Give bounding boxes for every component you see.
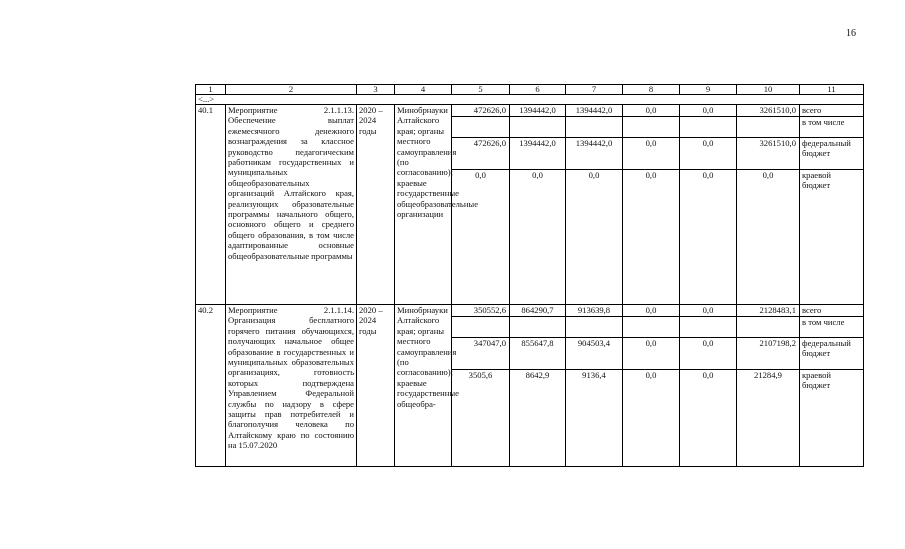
- header-row: [196, 85, 864, 95]
- cell-c10: 21284,9: [737, 370, 800, 467]
- header-cell: 2: [226, 85, 357, 95]
- cell-c5: 472626,0: [452, 105, 510, 117]
- cell-c10: 2107198,2: [737, 338, 800, 370]
- header-cell: 7: [566, 85, 623, 95]
- row-executors: Минобрнауки Алтайского края; органы местного самоуправления (по согласованию); краевые государственные общеобразовательные организации: [395, 105, 452, 305]
- cell-c10: 0,0: [737, 170, 800, 305]
- cell-c10: 3261510,0: [737, 105, 800, 117]
- row-id: 40.1: [196, 105, 226, 305]
- cell-c10: 2128483,1: [737, 305, 800, 317]
- cell-c9: 0,0: [680, 138, 737, 170]
- header-cell: 9: [680, 85, 737, 95]
- header-cell: 11: [800, 85, 864, 95]
- cell-c9: 0,0: [680, 370, 737, 467]
- cell-c5: 472626,0: [452, 138, 510, 170]
- cell-c7: [566, 317, 623, 338]
- cell-c6: 864290,7: [510, 305, 566, 317]
- header-cell: 4: [395, 85, 452, 95]
- cell-c11: федеральный бюджет: [800, 138, 864, 170]
- cell-c9: [680, 117, 737, 138]
- header-cell: 10: [737, 85, 800, 95]
- continuation-row: [196, 95, 864, 105]
- cell-c9: 0,0: [680, 170, 737, 305]
- cell-c11: в том числе: [800, 117, 864, 138]
- cell-c5: 3505,6: [452, 370, 510, 467]
- table-row: [196, 105, 864, 117]
- cell-c10: [737, 117, 800, 138]
- cell-c10: [737, 317, 800, 338]
- cell-c8: 0,0: [623, 305, 680, 317]
- cell-c11: всего: [800, 105, 864, 117]
- cell-c11: всего: [800, 305, 864, 317]
- cell-c6: 0,0: [510, 170, 566, 305]
- cell-c5: [452, 117, 510, 138]
- continuation-mark: <...>: [196, 95, 864, 105]
- cell-c5: 347047,0: [452, 338, 510, 370]
- cell-c11: в том числе: [800, 317, 864, 338]
- cell-c8: [623, 117, 680, 138]
- header-cell: 8: [623, 85, 680, 95]
- header-cell: 3: [357, 85, 395, 95]
- cell-c7: 913639,8: [566, 305, 623, 317]
- cell-c6: 8642,9: [510, 370, 566, 467]
- cell-c7: 1394442,0: [566, 105, 623, 117]
- cell-c7: 0,0: [566, 170, 623, 305]
- cell-c8: 0,0: [623, 338, 680, 370]
- cell-c9: 0,0: [680, 105, 737, 117]
- cell-c6: [510, 317, 566, 338]
- cell-c5: 0,0: [452, 170, 510, 305]
- cell-c8: 0,0: [623, 138, 680, 170]
- cell-c11: федеральный бюджет: [800, 338, 864, 370]
- cell-c6: 855647,8: [510, 338, 566, 370]
- row-description: Мероприятие 2.1.1.13. Обеспечение выплат ежемесячного денежного вознаграждения за классное руководство педагогическим работникам государственных и муниципальных общеобразовательных организаций Алтайского края, реализующих образовательные программы начального общего, основного общего и среднего общего образования, в том числе адаптированные основные общеобразовательные программы: [226, 105, 357, 305]
- cell-c11: краевой бюджет: [800, 370, 864, 467]
- cell-c6: [510, 117, 566, 138]
- row-executors: Минобрнауки Алтайского края; органы местного самоуправления (по согласованию); краевые государственные общеобра-: [395, 305, 452, 467]
- header-cell: 1: [196, 85, 226, 95]
- cell-c8: 0,0: [623, 105, 680, 117]
- cell-c11: краевой бюджет: [800, 170, 864, 305]
- cell-c6: 1394442,0: [510, 138, 566, 170]
- cell-c8: 0,0: [623, 370, 680, 467]
- cell-c8: 0,0: [623, 170, 680, 305]
- row-id: 40.2: [196, 305, 226, 467]
- row-description: Мероприятие 2.1.1.14. Организация бесплатного горячего питания обучающихся, получающих начальное общее образование в государственных и муниципальных образовательных организациях, готовность которых подтверждена Управлением Федеральной службы по надзору в сфере защиты прав потребителей и благополучия человека по Алтайскому краю по состоянию на 15.07.2020: [226, 305, 357, 467]
- cell-c7: 1394442,0: [566, 138, 623, 170]
- cell-c7: 9136,4: [566, 370, 623, 467]
- cell-c8: [623, 317, 680, 338]
- cell-c5: [452, 317, 510, 338]
- cell-c10: 3261510,0: [737, 138, 800, 170]
- program-table: [195, 84, 864, 467]
- header-cell: 5: [452, 85, 510, 95]
- cell-c6: 1394442,0: [510, 105, 566, 117]
- page-number: 16: [846, 28, 856, 39]
- cell-c9: 0,0: [680, 338, 737, 370]
- cell-c9: 0,0: [680, 305, 737, 317]
- cell-c9: [680, 317, 737, 338]
- row-period: 2020 – 2024 годы: [357, 305, 395, 467]
- cell-c7: 904503,4: [566, 338, 623, 370]
- table-row: [196, 305, 864, 317]
- cell-c7: [566, 117, 623, 138]
- row-period: 2020 – 2024 годы: [357, 105, 395, 305]
- cell-c5: 350552,6: [452, 305, 510, 317]
- header-cell: 6: [510, 85, 566, 95]
